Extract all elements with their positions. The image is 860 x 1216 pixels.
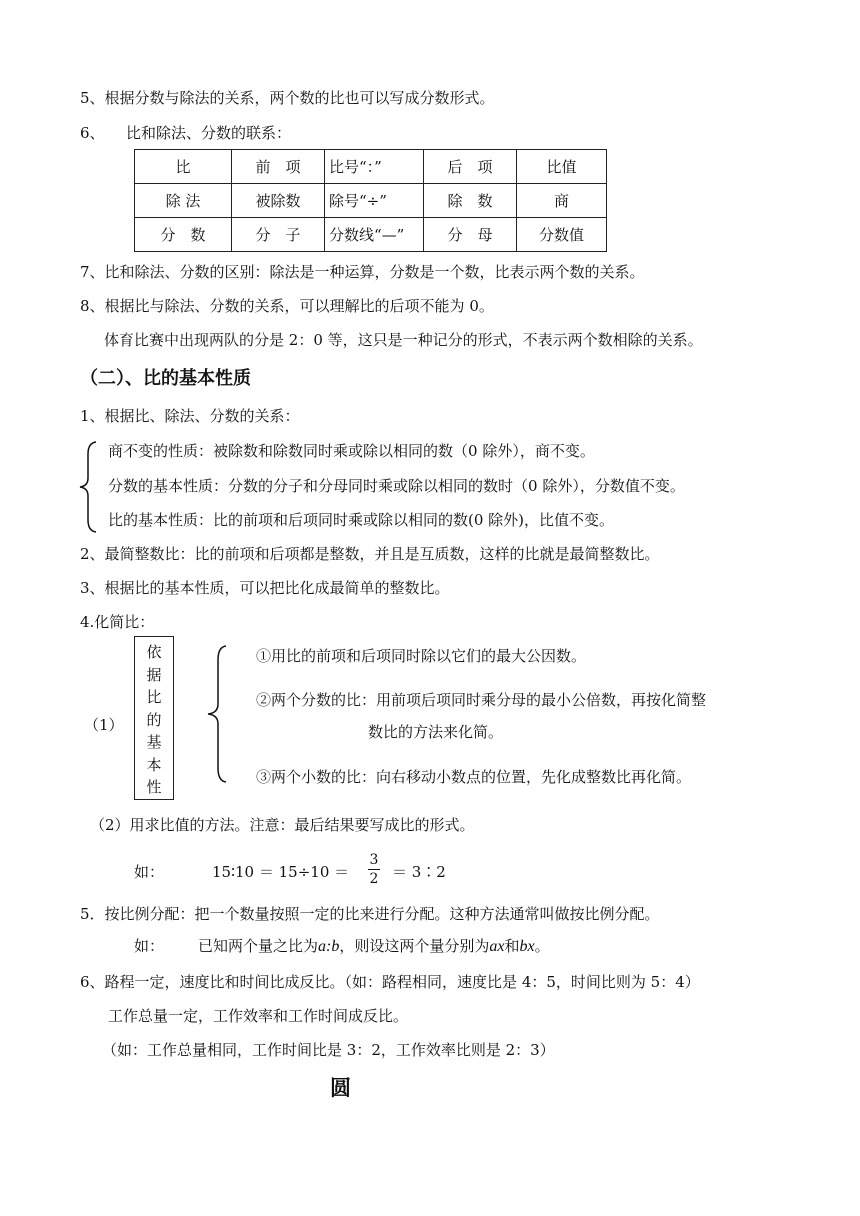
quantity-bx: bx [519,938,535,955]
vertical-char: 的 [146,710,162,729]
example-text: ，则设这两个量分别为 [339,937,490,955]
table-cell: 除 法 [135,184,232,218]
table-cell: 比号“：” [325,150,424,184]
ratio-division-fraction-table [134,149,607,252]
paragraph-6: 6、路程一定，速度比和时间比成反比。（如：路程相同，速度比是 4：5，时间比则为 5：4） [80,973,700,991]
example-text: 和 [504,937,520,955]
example-label: 如： [134,937,165,955]
table-cell: 后 项 [424,150,517,184]
paragraph-4: 4.化简比： [80,613,155,631]
table-cell: 比 [135,150,232,184]
example-left: 15∶10 ＝ 15÷10 ＝ [212,863,350,881]
example-right: ＝ 3∶2 [392,863,446,881]
table-cell: 分数值 [517,218,607,252]
next-chapter-title: 圆 [330,1076,351,1100]
line-5: 5、根据分数与除法的关系，两个数的比也可以写成分数形式。 [80,89,495,107]
table-cell: 除号“÷” [325,184,424,218]
method-item: ③两个小数的比：向右移动小数点的位置，先化成整数比再化简。 [256,768,692,786]
fraction-numerator: 3 [369,852,379,868]
table-cell: 分 子 [232,218,325,252]
table-cell: 比值 [517,150,607,184]
paragraph-6-b: 工作总量一定，工作效率和工作时间成反比。 [108,1007,409,1025]
ratio-ab: a:b [318,938,340,955]
paragraph-1: 1、根据比、除法、分数的关系： [80,407,300,425]
quantity-ax: ax [489,938,505,955]
table-row [135,150,607,184]
paragraph-6-c: （如：工作总量相同，工作时间比是 3：2，工作效率比则是 2：3） [102,1041,555,1059]
table-cell: 被除数 [232,184,325,218]
vertical-label-box [134,636,174,800]
example-text: 已知两个量之比为 [198,937,319,955]
table-row [135,184,607,218]
line-8: 8、根据比与除法、分数的关系，可以理解比的后项不能为 0。 [80,297,494,315]
vertical-char: 基 [146,733,162,751]
fraction-denominator: 2 [369,871,379,887]
left-brace-icon [76,440,100,534]
table-row [135,218,607,252]
example-text: 。 [534,937,550,955]
vertical-char: 据 [146,665,162,684]
table-cell: 前 项 [232,150,325,184]
method-item: ②两个分数的比：用前项后项同时乘分母的最小公倍数，再按化简整 [256,691,707,709]
method-item: 数比的方法来化简。 [368,723,504,741]
section-heading: （二）、比的基本性质 [80,368,251,389]
table-cell: 商 [517,184,607,218]
paragraph-5-example [134,936,550,957]
fraction [368,852,380,887]
paragraph-3: 3、根据比的基本性质，可以把比化成最简单的整数比。 [80,579,450,597]
vertical-char: 本 [146,755,162,774]
vertical-char: 比 [146,688,162,706]
line-6-text: 比和除法、分数的联系： [126,124,292,142]
example-label: 如： [134,863,165,881]
vertical-char: 性 [146,778,162,796]
left-brace-icon [204,644,230,784]
table-cell: 除 数 [424,184,517,218]
table-cell: 分数线“—” [325,218,424,252]
line-8-note: 体育比赛中出现两队的分是 2：0 等，这只是一种记分的形式，不表示两个数相除的关系。 [104,331,703,349]
paragraph-2: 2、最简整数比：比的前项和后项都是整数，并且是互质数，这样的比就是最简整数比。 [80,545,660,563]
line-7: 7、比和除法、分数的区别：除法是一种运算，分数是一个数，比表示两个数的关系。 [80,263,645,281]
vertical-char: 依 [146,643,162,661]
brace-item: 比的基本性质：比的前项和后项同时乘或除以相同的数(0 除外)，比值不变。 [108,511,615,529]
method-item: ①用比的前项和后项同时除以它们的最大公因数。 [256,647,587,665]
fraction-bar [368,869,380,870]
line-6-number: 6、 [80,124,105,142]
table-cell: 分 数 [135,218,232,252]
brace-item: 商不变的性质：被除数和除数同时乘或除以相同的数（0 除外），商不变。 [108,442,595,460]
paragraph-5: 5．按比例分配：把一个数量按照一定的比来进行分配。这种方法通常叫做按比例分配。 [80,905,660,923]
sub-item-1-label: （1） [84,716,124,734]
sub-item-2: （2）用求比值的方法。注意：最后结果要写成比的形式。 [90,816,475,834]
brace-item: 分数的基本性质：分数的分子和分母同时乘或除以相同的数时（0 除外），分数值不变。 [108,477,685,495]
table-cell: 分 母 [424,218,517,252]
